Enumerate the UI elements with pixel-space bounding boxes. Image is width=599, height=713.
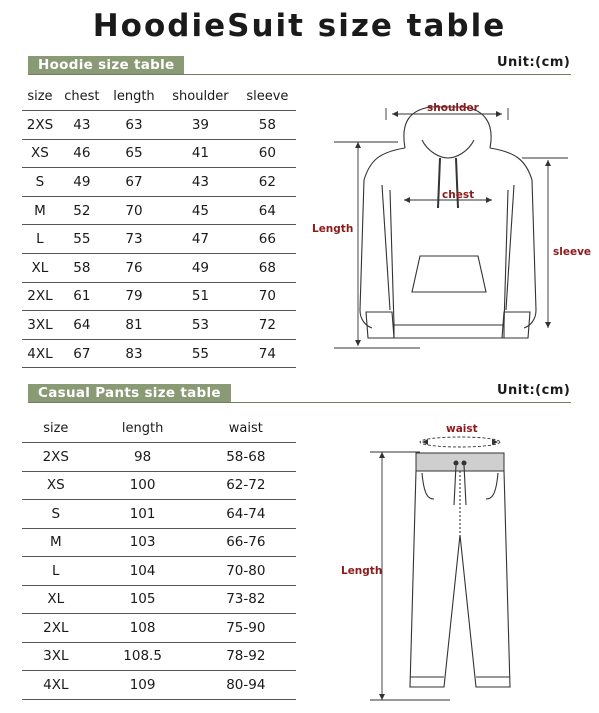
table-cell-size: L <box>22 225 58 254</box>
table-cell-length: 98 <box>90 443 196 472</box>
hoodie-unit-label: Unit:(cm) <box>497 55 571 70</box>
hoodie-section-header <box>28 56 571 75</box>
table-row <box>22 339 296 368</box>
table-cell-shoulder: 45 <box>162 196 239 225</box>
table-row <box>22 282 296 311</box>
table-cell-size: S <box>22 500 90 529</box>
waist-label: waist <box>446 423 478 435</box>
table-row <box>22 111 296 140</box>
table-cell-length: 105 <box>90 585 196 614</box>
table-cell-length: 103 <box>90 528 196 557</box>
table-cell-shoulder: 55 <box>162 339 239 368</box>
table-cell-size: XL <box>22 585 90 614</box>
table-row <box>22 311 296 340</box>
pants-section-header <box>28 384 571 403</box>
table-cell-length: 104 <box>90 557 196 586</box>
table-row <box>22 471 296 500</box>
column-header-sleeve: sleeve <box>239 82 296 111</box>
table-cell-length: 76 <box>106 254 162 283</box>
sleeve-label: sleeve <box>553 246 592 258</box>
table-cell-size: 3XL <box>22 642 90 671</box>
hoodie-section-label: Hoodie size table <box>28 56 184 74</box>
pants-length-label: Length <box>341 565 383 577</box>
table-cell-length: 81 <box>106 311 162 340</box>
column-header-waist: waist <box>196 414 296 443</box>
table-header-row <box>22 82 296 111</box>
table-cell-waist: 64-74 <box>196 500 296 529</box>
table-cell-size: XS <box>22 471 90 500</box>
table-cell-sleeve: 72 <box>239 311 296 340</box>
table-row <box>22 585 296 614</box>
table-cell-waist: 73-82 <box>196 585 296 614</box>
column-header-chest: chest <box>58 82 106 111</box>
table-cell-shoulder: 47 <box>162 225 239 254</box>
table-row <box>22 528 296 557</box>
column-header-shoulder: shoulder <box>162 82 239 111</box>
table-row <box>22 168 296 197</box>
table-cell-size: 2XL <box>22 614 90 643</box>
table-cell-sleeve: 66 <box>239 225 296 254</box>
table-cell-waist: 75-90 <box>196 614 296 643</box>
table-cell-sleeve: 60 <box>239 139 296 168</box>
table-cell-chest: 61 <box>58 282 106 311</box>
table-cell-chest: 58 <box>58 254 106 283</box>
table-row <box>22 642 296 671</box>
table-cell-waist: 58-68 <box>196 443 296 472</box>
table-cell-sleeve: 68 <box>239 254 296 283</box>
table-cell-length: 79 <box>106 282 162 311</box>
table-row <box>22 443 296 472</box>
table-cell-size: 2XS <box>22 111 58 140</box>
table-cell-chest: 49 <box>58 168 106 197</box>
table-cell-size: XS <box>22 139 58 168</box>
column-header-length: length <box>90 414 196 443</box>
table-cell-chest: 64 <box>58 311 106 340</box>
pants-section-label: Casual Pants size table <box>28 384 231 402</box>
table-cell-length: 109 <box>90 671 196 700</box>
table-cell-length: 108.5 <box>90 642 196 671</box>
table-cell-chest: 55 <box>58 225 106 254</box>
table-cell-waist: 62-72 <box>196 471 296 500</box>
chest-label: chest <box>442 189 475 201</box>
table-cell-chest: 43 <box>58 111 106 140</box>
table-cell-size: S <box>22 168 58 197</box>
table-cell-waist: 66-76 <box>196 528 296 557</box>
column-header-size: size <box>22 82 58 111</box>
table-cell-shoulder: 49 <box>162 254 239 283</box>
table-cell-length: 101 <box>90 500 196 529</box>
table-cell-length: 70 <box>106 196 162 225</box>
table-row <box>22 225 296 254</box>
pants-unit-label: Unit:(cm) <box>497 383 571 398</box>
table-cell-waist: 78-92 <box>196 642 296 671</box>
hoodie-diagram <box>300 80 599 370</box>
table-row <box>22 614 296 643</box>
table-cell-length: 67 <box>106 168 162 197</box>
table-cell-size: M <box>22 196 58 225</box>
table-row <box>22 139 296 168</box>
table-cell-size: M <box>22 528 90 557</box>
table-cell-length: 63 <box>106 111 162 140</box>
table-cell-length: 108 <box>90 614 196 643</box>
column-header-length: length <box>106 82 162 111</box>
table-cell-length: 100 <box>90 471 196 500</box>
table-row <box>22 671 296 700</box>
table-header-row <box>22 414 296 443</box>
table-cell-size: 3XL <box>22 311 58 340</box>
table-row <box>22 196 296 225</box>
table-cell-shoulder: 39 <box>162 111 239 140</box>
table-cell-sleeve: 58 <box>239 111 296 140</box>
table-cell-chest: 67 <box>58 339 106 368</box>
table-cell-length: 83 <box>106 339 162 368</box>
table-cell-size: 2XL <box>22 282 58 311</box>
shoulder-label: shoulder <box>427 102 479 114</box>
table-cell-size: 4XL <box>22 339 58 368</box>
table-cell-length: 65 <box>106 139 162 168</box>
table-row <box>22 254 296 283</box>
table-cell-shoulder: 41 <box>162 139 239 168</box>
table-cell-shoulder: 43 <box>162 168 239 197</box>
table-cell-size: 4XL <box>22 671 90 700</box>
table-cell-length: 73 <box>106 225 162 254</box>
table-row <box>22 557 296 586</box>
table-cell-sleeve: 70 <box>239 282 296 311</box>
table-cell-sleeve: 74 <box>239 339 296 368</box>
table-cell-size: XL <box>22 254 58 283</box>
table-cell-chest: 46 <box>58 139 106 168</box>
table-row <box>22 500 296 529</box>
table-cell-shoulder: 51 <box>162 282 239 311</box>
table-cell-sleeve: 62 <box>239 168 296 197</box>
table-cell-shoulder: 53 <box>162 311 239 340</box>
table-cell-chest: 52 <box>58 196 106 225</box>
pants-size-table <box>22 414 296 700</box>
table-cell-waist: 80-94 <box>196 671 296 700</box>
table-cell-size: 2XS <box>22 443 90 472</box>
column-header-size: size <box>22 414 90 443</box>
pants-diagram <box>320 415 590 705</box>
table-cell-sleeve: 64 <box>239 196 296 225</box>
table-cell-waist: 70-80 <box>196 557 296 586</box>
table-cell-size: L <box>22 557 90 586</box>
page-title: HoodieSuit size table <box>92 8 507 44</box>
hoodie-length-label: Length <box>312 223 354 235</box>
hoodie-size-table <box>22 82 296 368</box>
